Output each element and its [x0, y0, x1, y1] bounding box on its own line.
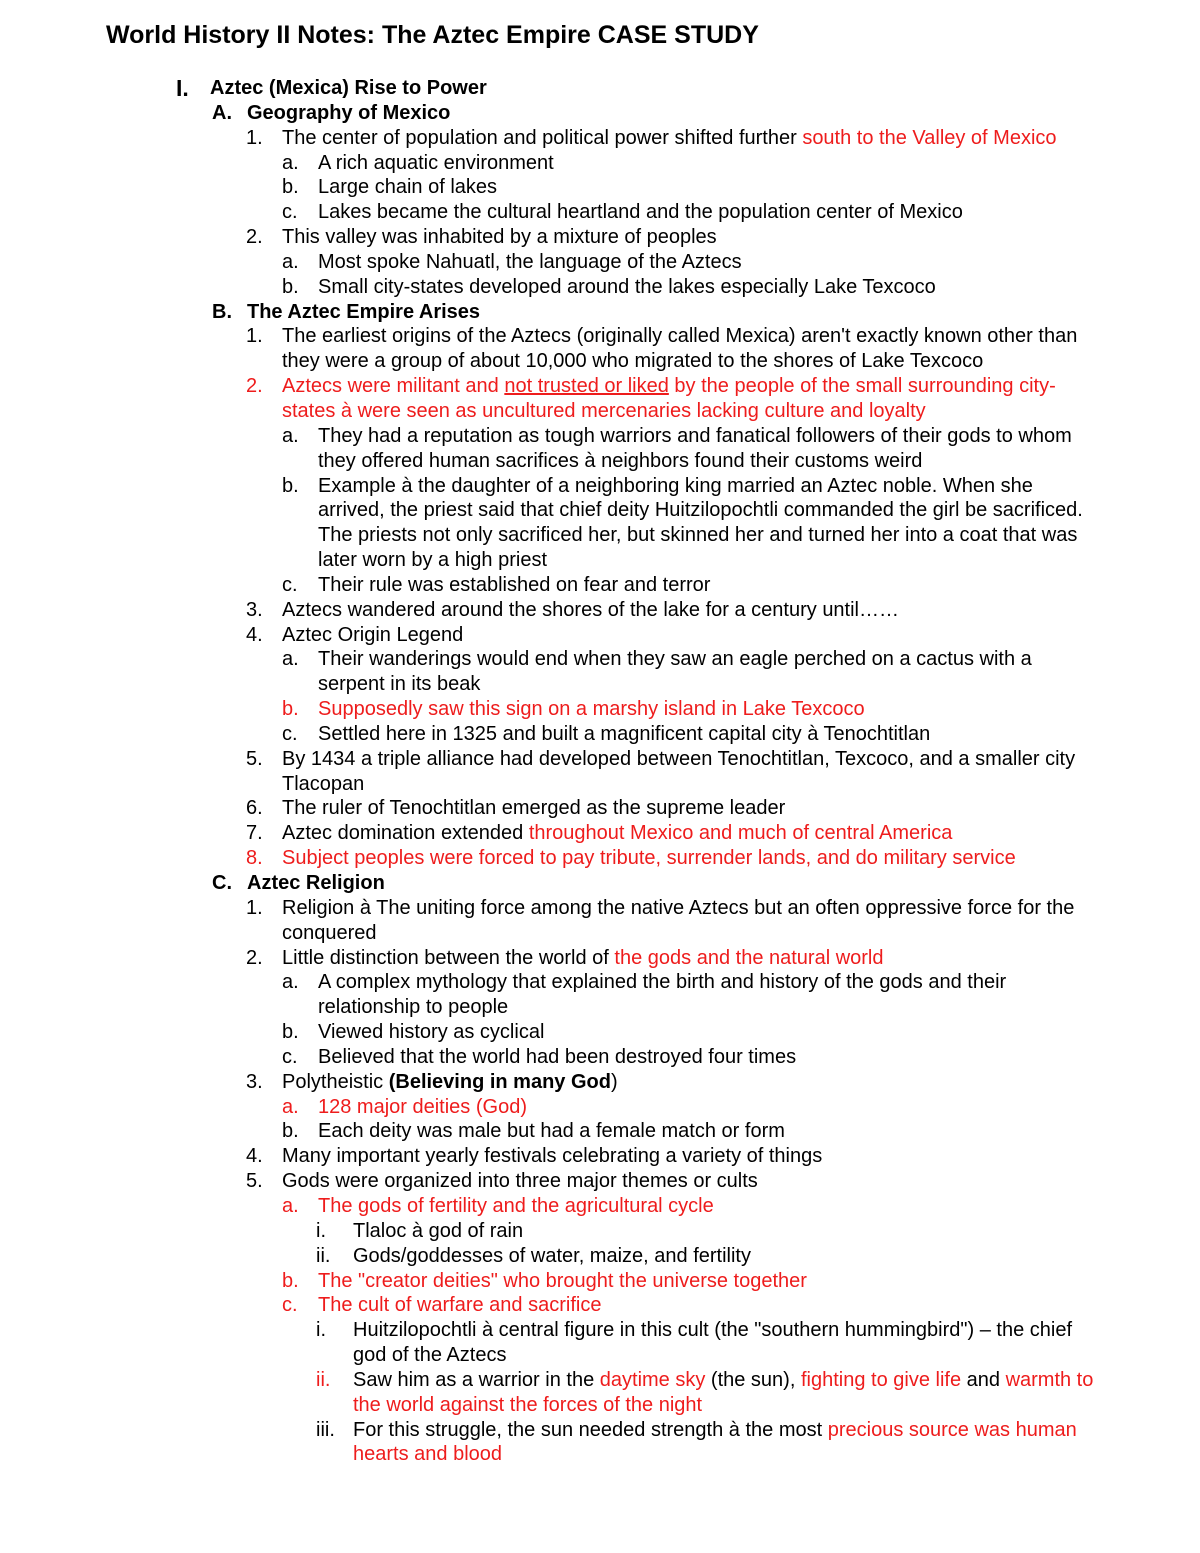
item-text: god of the Aztecs [353, 1344, 507, 1367]
text-run: Saw him as a warrior in the [353, 1368, 600, 1391]
item-text: This valley was inhabited by a mixture of peoples [282, 226, 717, 249]
item-text: Their rule was established on fear and terror [318, 573, 711, 596]
highlighted-text: south to the Valley of Mexico [802, 126, 1057, 149]
outline-item [0, 1418, 1200, 1443]
outline-item [0, 151, 1200, 176]
outline-marker: 5. [246, 1170, 263, 1193]
outline-marker: i. [316, 1219, 326, 1242]
item-text: Aztecs wandered around the shores of the lake for a century until…… [282, 598, 900, 621]
outline-marker: 3. [246, 598, 263, 621]
item-text: Large chain of lakes [318, 176, 498, 199]
item-text: arrived, the priest said that chief deity Huitzilopochtli commanded the girl be sacrificed. [318, 499, 1083, 522]
outline-item [0, 896, 1200, 921]
outline-item [0, 821, 1200, 846]
outline-item [0, 1293, 1200, 1318]
outline-marker: I. [176, 75, 189, 101]
outline-item [0, 1020, 1200, 1045]
outline-marker: i. [316, 1319, 326, 1342]
outline-marker: 7. [246, 822, 263, 845]
outline-item [0, 1269, 1200, 1294]
underlined-text: not trusted or liked [504, 375, 669, 398]
item-text: states à were seen as uncultured mercenaries lacking culture and loyalty [282, 399, 926, 422]
outline-marker: a. [282, 1095, 299, 1118]
subsection-heading-text: The Aztec Empire Arises [247, 300, 481, 323]
outline-marker: a. [282, 424, 299, 447]
outline-item-continuation [0, 921, 1200, 946]
outline-item [0, 424, 1200, 449]
outline-item [0, 275, 1200, 300]
item-text [282, 127, 1057, 149]
item-text: Aztec Origin Legend [282, 623, 464, 646]
text-run: by the people of the small surrounding city- [668, 375, 1056, 398]
item-text: Each deity was male but had a female match or form [318, 1120, 785, 1143]
item-text: The "creator deities" who brought the universe together [318, 1269, 807, 1292]
item-text: Tlaloc à god of rain [353, 1219, 524, 1242]
outline-marker: c. [282, 573, 298, 596]
outline-marker: c. [282, 1294, 298, 1317]
item-text: Settled here in 1325 and built a magnificent capital city à Tenochtitlan [318, 722, 931, 745]
item-text: Gods/goddesses of water, maize, and fertility [353, 1244, 751, 1267]
outline-marker: b. [282, 1269, 299, 1292]
outline-marker: b. [282, 474, 299, 497]
outline-marker: ii. [316, 1368, 331, 1391]
item-text: They had a reputation as tough warriors and fanatical followers of their gods to whom [318, 424, 1072, 447]
outline-item [0, 598, 1200, 623]
outline-item [0, 374, 1200, 399]
section-heading-text: Aztec (Mexica) Rise to Power [210, 77, 487, 99]
outline-item [0, 200, 1200, 225]
item-text: Subject peoples were forced to pay tribute, surrender lands, and do military service [282, 847, 1016, 870]
item-text: later worn by a high priest [318, 549, 548, 572]
outline-item-continuation [0, 399, 1200, 424]
bold-text: (Believing in many God [388, 1070, 611, 1093]
outline-item [0, 1070, 1200, 1095]
document-title: World History II Notes: The Aztec Empire CASE STUDY [106, 21, 759, 49]
outline-marker: 2. [246, 946, 263, 969]
item-text: they were a group of about 10,000 who migrated to the shores of Lake Texcoco [282, 350, 984, 373]
item-text: Many important yearly festivals celebrating a variety of things [282, 1145, 823, 1168]
outline-item [0, 1318, 1200, 1343]
outline-marker: a. [282, 151, 299, 174]
outline-item [0, 747, 1200, 772]
outline-marker: 6. [246, 797, 263, 820]
item-text: The ruler of Tenochtitlan emerged as the supreme leader [282, 797, 786, 820]
outline-marker: 8. [246, 847, 263, 870]
item-text: Gods were organized into three major themes or cults [282, 1170, 758, 1193]
outline-item [0, 623, 1200, 648]
highlighted-text: throughout Mexico and much of central America [528, 822, 953, 845]
outline-item-continuation [0, 1343, 1200, 1368]
outline-item [0, 474, 1200, 499]
item-text [282, 947, 884, 969]
notes-outline [0, 76, 1200, 1467]
outline-item [0, 1244, 1200, 1269]
outline-marker: 3. [246, 1070, 263, 1093]
outline-item [0, 970, 1200, 995]
outline-item [0, 126, 1200, 151]
outline-marker: 2. [246, 375, 263, 398]
outline-item-continuation [0, 995, 1200, 1020]
item-text: Religion à The uniting force among the native Aztecs but an often oppressive force for the [282, 896, 1075, 919]
item-text: they offered human sacrifices à neighbors found their customs weird [318, 449, 923, 472]
outline-item [0, 946, 1200, 971]
outline-marker: b. [282, 1021, 299, 1044]
outline-marker: A. [212, 101, 232, 124]
item-text: the world against the forces of the night [353, 1393, 703, 1416]
highlighted-text: daytime sky [599, 1368, 706, 1391]
item-text: Lakes became the cultural heartland and the population center of Mexico [318, 201, 963, 224]
outline-marker: C. [212, 872, 232, 894]
item-text: Tlacopan [282, 772, 365, 795]
subsection-heading-text: Geography of Mexico [247, 101, 451, 124]
outline-marker: a. [282, 1194, 299, 1217]
highlighted-text: warmth to [1005, 1368, 1094, 1391]
outline-marker: B. [212, 300, 232, 323]
outline-item [0, 1095, 1200, 1120]
section-i-heading [0, 76, 1200, 101]
outline-marker: 5. [246, 747, 263, 770]
outline-marker: b. [282, 176, 299, 199]
outline-item [0, 846, 1200, 871]
item-text: 128 major deities (God) [318, 1095, 527, 1118]
text-run: Polytheistic [282, 1070, 389, 1093]
item-text: A complex mythology that explained the birth and history of the gods and their [318, 971, 1007, 994]
outline-marker: b. [282, 275, 299, 298]
outline-marker: 4. [246, 1145, 263, 1168]
text-run: and [961, 1368, 1006, 1391]
item-text [353, 1419, 1077, 1441]
item-text: Believed that the world had been destroyed four times [318, 1045, 797, 1068]
outline-item-continuation [0, 772, 1200, 797]
item-text [282, 822, 952, 844]
outline-item [0, 573, 1200, 598]
outline-item [0, 225, 1200, 250]
outline-item [0, 1169, 1200, 1194]
outline-item [0, 324, 1200, 349]
subsection-b-heading [0, 300, 1200, 325]
item-text: serpent in its beak [318, 673, 481, 696]
item-text: Most spoke Nahuatl, the language of the Aztecs [318, 250, 742, 273]
outline-marker: c. [282, 722, 298, 745]
outline-marker: a. [282, 250, 299, 273]
outline-marker: 1. [246, 896, 263, 919]
text-run: Aztec domination extended [282, 822, 529, 845]
item-text [353, 1369, 1093, 1391]
outline-item [0, 1368, 1200, 1393]
item-text: Huitzilopochtli à central figure in this cult (the "southern hummingbird") – the chief [353, 1319, 1072, 1342]
outline-marker: b. [282, 1120, 299, 1143]
text-run: Aztecs were militant and [282, 375, 505, 398]
text-run: ) [610, 1070, 618, 1093]
outline-item [0, 796, 1200, 821]
outline-item-continuation [0, 672, 1200, 697]
outline-marker: 1. [246, 126, 263, 149]
outline-item-continuation [0, 548, 1200, 573]
outline-item [0, 647, 1200, 672]
item-text: Small city-states developed around the lakes especially Lake Texcoco [318, 275, 936, 298]
outline-marker: 2. [246, 226, 263, 249]
item-text: By 1434 a triple alliance had developed between Tenochtitlan, Texcoco, and a smaller city [282, 747, 1076, 770]
outline-marker: ii. [316, 1244, 331, 1267]
item-text [282, 375, 1056, 397]
text-run: The center of population and political power shifted further [282, 126, 803, 149]
highlighted-text: fighting to give life [800, 1368, 962, 1391]
outline-item-continuation [0, 449, 1200, 474]
item-text: Example à the daughter of a neighboring king married an Aztec noble. When she [318, 474, 1033, 497]
outline-item [0, 1194, 1200, 1219]
outline-marker: 4. [246, 623, 263, 646]
outline-item-continuation [0, 523, 1200, 548]
outline-marker: c. [282, 1045, 298, 1068]
item-text [282, 1071, 618, 1093]
item-text: relationship to people [318, 996, 509, 1019]
text-run: (the sun), [705, 1368, 801, 1391]
outline-item-continuation [0, 349, 1200, 374]
item-text: The priests not only sacrificed her, but skinned her and turned her into a coat that was [318, 524, 1078, 547]
item-text: The earliest origins of the Aztecs (originally called Mexica) aren't exactly known other than [282, 325, 1078, 348]
item-text: The gods of fertility and the agricultural cycle [318, 1194, 714, 1217]
outline-marker: b. [282, 698, 299, 721]
text-run: For this struggle, the sun needed strength à the most [353, 1418, 828, 1441]
item-text: The cult of warfare and sacrifice [318, 1294, 602, 1317]
outline-marker: a. [282, 971, 299, 994]
outline-marker: 1. [246, 325, 263, 348]
subsection-c-heading [0, 871, 1200, 896]
outline-item [0, 1045, 1200, 1070]
item-text: Viewed history as cyclical [318, 1021, 545, 1044]
subsection-heading-text: Aztec Religion [247, 872, 385, 894]
outline-item [0, 1144, 1200, 1169]
item-text: conquered [282, 921, 377, 944]
outline-item [0, 250, 1200, 275]
highlighted-text: precious source was human [827, 1418, 1077, 1441]
text-run: Little distinction between the world of [282, 946, 615, 969]
outline-marker: a. [282, 648, 299, 671]
outline-item [0, 722, 1200, 747]
outline-item [0, 1119, 1200, 1144]
outline-item [0, 1219, 1200, 1244]
item-text: hearts and blood [353, 1443, 503, 1466]
outline-item [0, 697, 1200, 722]
subsection-a-heading [0, 101, 1200, 126]
highlighted-text: the gods and the natural world [614, 946, 884, 969]
outline-marker: iii. [316, 1418, 335, 1441]
outline-item [0, 175, 1200, 200]
outline-item-continuation [0, 498, 1200, 523]
outline-item-continuation [0, 1393, 1200, 1418]
item-text: Their wanderings would end when they saw an eagle perched on a cactus with a [318, 648, 1032, 671]
outline-marker: c. [282, 201, 298, 224]
outline-item-continuation [0, 1442, 1200, 1467]
item-text: Supposedly saw this sign on a marshy island in Lake Texcoco [318, 698, 865, 721]
item-text: A rich aquatic environment [318, 151, 554, 174]
